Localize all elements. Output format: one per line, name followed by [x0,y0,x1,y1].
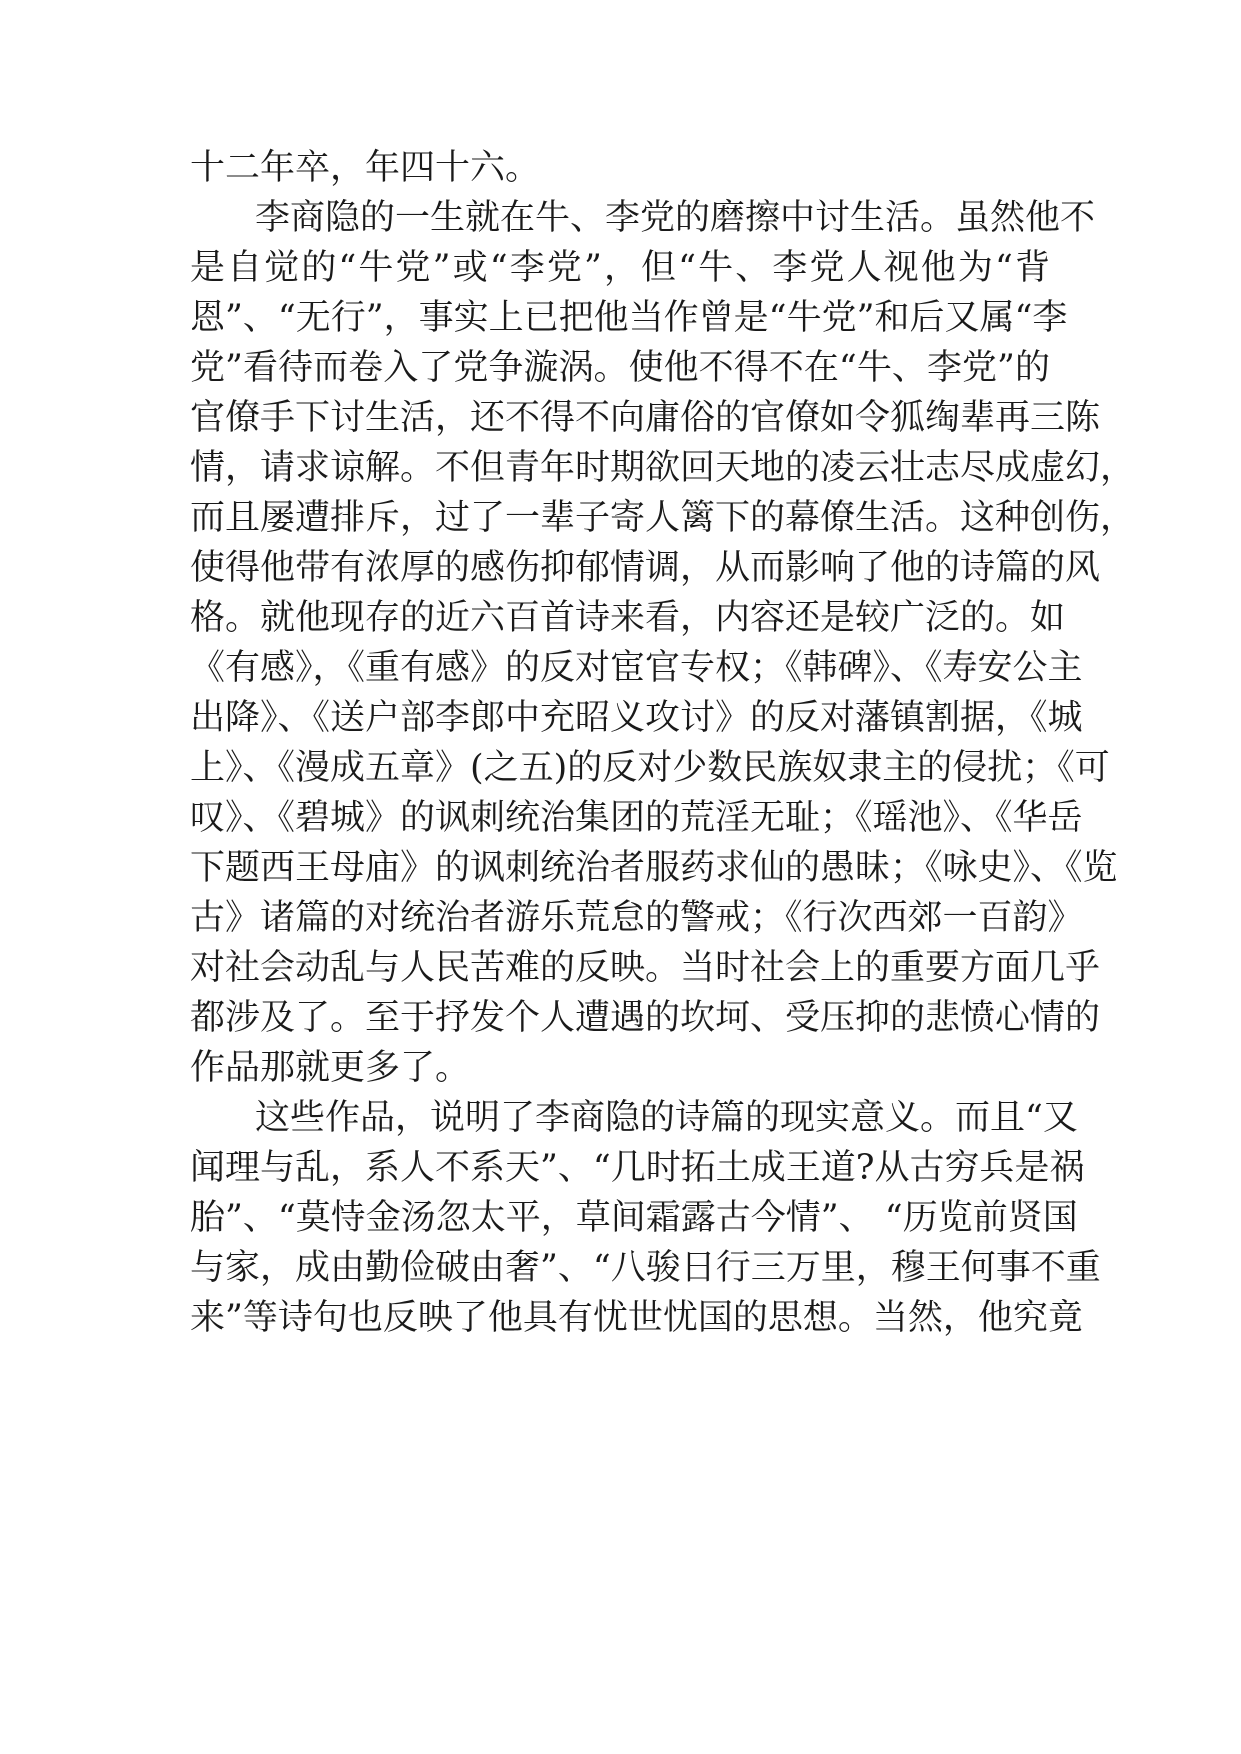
text-line: 恩”、“无行”，事实上已把他当作曾是“牛党”和后又属“李 [190,298,1068,338]
text-line: 而且屡遭排斥，过了一辈子寄人篱下的幕僚生活。这种创伤， [190,498,1136,538]
text-line: 胎”、“莫恃金汤忽太平，草间霜露古今情”、 “历览前贤国 [190,1198,1078,1238]
text-line: 出降》、《送户部李郎中充昭义攻讨》的反对藩镇割据，《城 [190,698,1083,738]
text-line: 格。就他现存的近六百首诗来看，内容还是较广泛的。如 [190,598,1066,638]
text-line: 都涉及了。至于抒发个人遭遇的坎坷、受压抑的悲愤心情的 [190,998,1101,1038]
text-line: 官僚手下讨生活，还不得不向庸俗的官僚如令狐绹辈再三陈 [190,398,1101,438]
paragraph-start-line: 这些作品，说明了李商隐的诗篇的现实意义。而且“又 [255,1098,1078,1138]
text-line: 党”看待而卷入了党争漩涡。使他不得不在“牛、李党”的 [190,348,1050,388]
text-line: 上》、《漫成五章》(之五)的反对少数民族奴隶主的侵扰；《可 [190,748,1110,788]
text-line: 与家，成由勤俭破由奢”、“八骏日行三万里，穆王何事不重 [190,1248,1101,1288]
text-line: 十二年卒，年四十六。 [190,148,541,188]
text-line: 《有感》，《重有感》的反对宦官专权；《韩碑》、《寿安公主 [190,648,1083,688]
text-line: 叹》、《碧城》的讽刺统治集团的荒淫无耻；《瑶池》、《华岳 [190,798,1083,838]
text-line: 来”等诗句也反映了他具有忧世忧国的思想。当然，他究竟 [190,1298,1083,1338]
text-line: 下题西王母庙》的讽刺统治者服药求仙的愚昧；《咏史》、《览 [190,848,1118,888]
text-line: 使得他带有浓厚的感伤抑郁情调，从而影响了他的诗篇的风 [190,548,1101,588]
paragraph-start-line: 李商隐的一生就在牛、李党的磨擦中讨生活。虽然他不 [255,198,1096,238]
text-line: 古》诸篇的对统治者游乐荒怠的警戒；《行次西郊一百韵》 [190,898,1083,938]
text-line: 是自觉的“牛党”或“李党”，但“牛、李党人视他为“背 [190,248,1050,288]
text-line: 作品那就更多了。 [190,1048,471,1088]
text-line: 对社会动乱与人民苦难的反映。当时社会上的重要方面几乎 [190,948,1101,988]
text-line: 闻理与乱，系人不系天”、“几时拓土成王道?从古穷兵是祸 [190,1148,1085,1188]
text-line: 情，请求谅解。不但青年时期欲回天地的凌云壮志尽成虚幻， [190,448,1136,488]
